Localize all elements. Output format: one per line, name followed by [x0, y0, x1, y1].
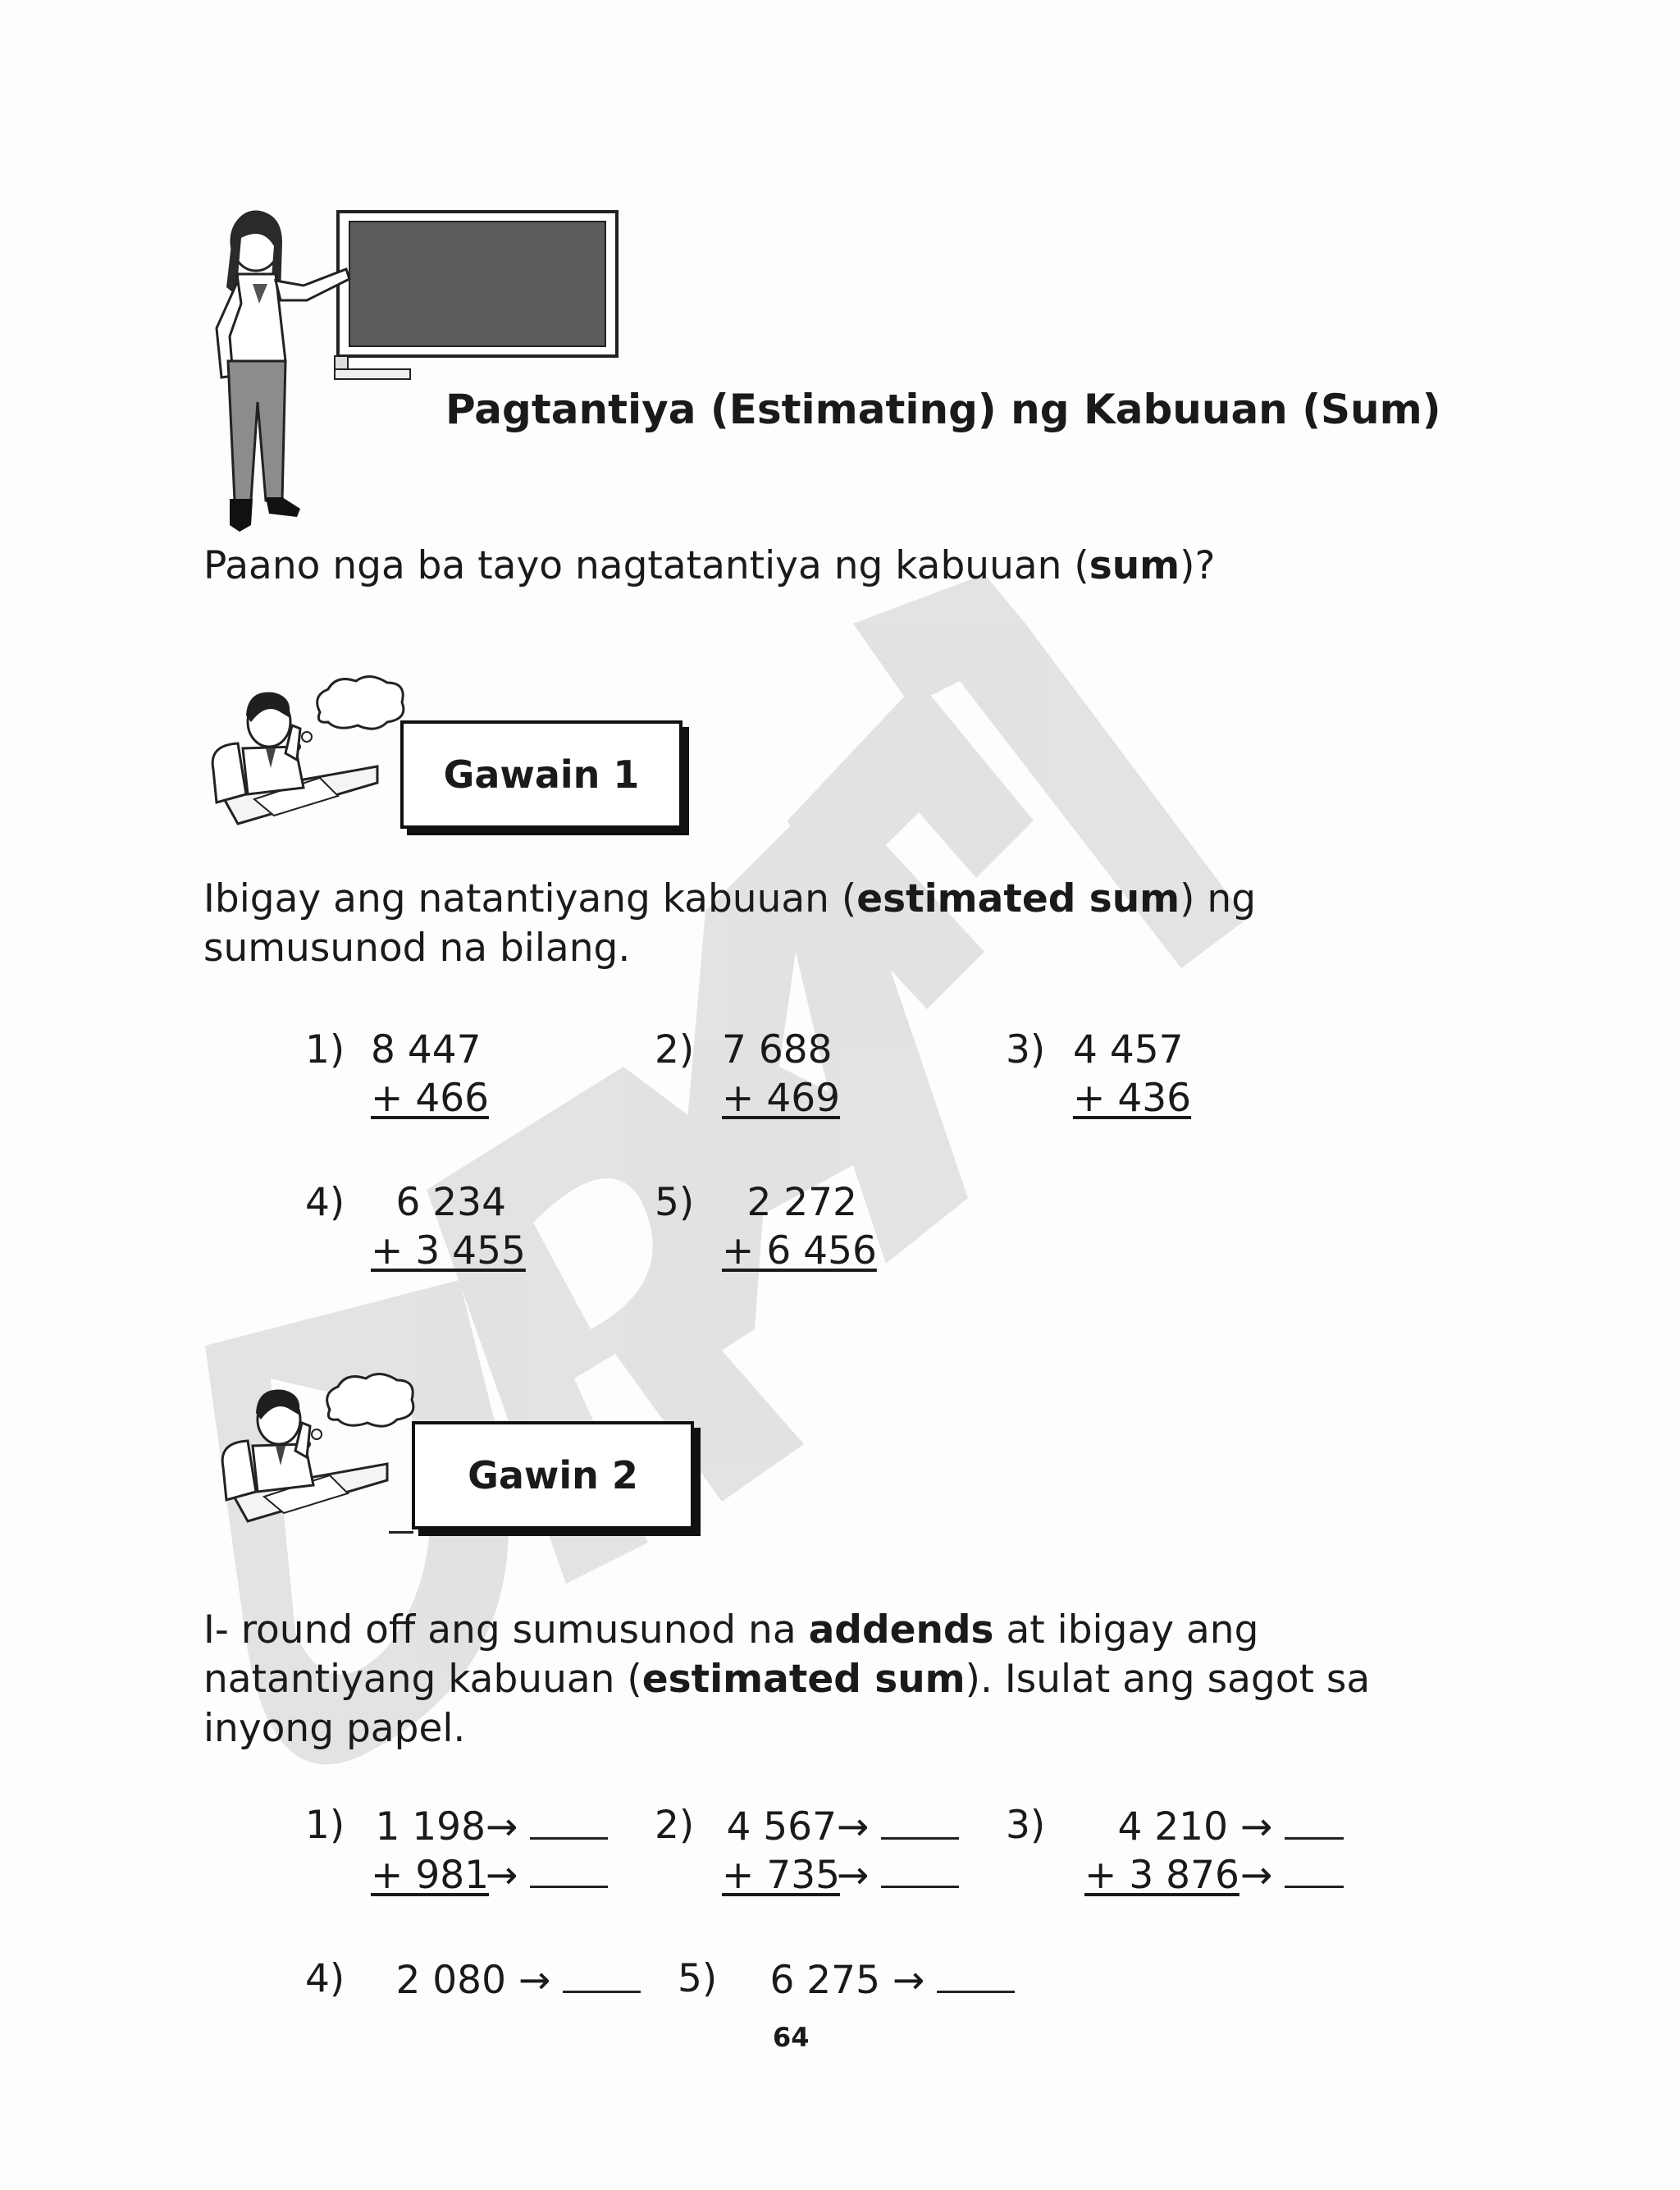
intro-text-before: Paano nga ba tayo nagtatantiya ng kabuuan (	[203, 543, 1089, 588]
header-underline-divider	[389, 1531, 413, 1534]
instruction-text: natantiyang kabuuan (	[203, 1657, 642, 1702]
intro-text-bold: sum	[1089, 543, 1180, 588]
a1-problem-4-number: 4)	[305, 1180, 345, 1225]
a1-problem-1-bottom: + 466	[371, 1076, 490, 1121]
answer-blank[interactable]	[937, 1955, 1015, 1993]
instruction-bold: estimated sum	[856, 876, 1180, 921]
intro-question	[203, 542, 1215, 591]
activity-2-instruction	[203, 1606, 1370, 1753]
thinking-student-icon	[215, 1369, 420, 1541]
a1-problem-5-bottom: + 6 456	[722, 1228, 877, 1273]
instruction-text: Ibigay ang natantiyang kabuuan (	[203, 876, 857, 921]
teacher-at-board-illustration	[205, 205, 632, 550]
arrow: →	[486, 1804, 518, 1849]
a1-problem-2-bottom: + 469	[722, 1076, 841, 1121]
a2-problem-4-top: 2 080	[395, 1958, 506, 2003]
arrow: →	[892, 1958, 925, 2003]
instruction-text: I- round off ang sumusunod na	[203, 1607, 809, 1653]
instruction-text: ) ng	[1180, 876, 1257, 921]
activity-2-label: Gawin 2	[468, 1453, 638, 1497]
a1-problem-5-number: 5)	[655, 1180, 695, 1225]
answer-blank[interactable]	[881, 1801, 959, 1840]
page-title: Pagtantiya (Estimating) ng Kabuuan (Sum)	[445, 386, 1441, 433]
thinking-student-icon	[205, 671, 410, 844]
activity-2-instruction-line-2	[203, 1655, 1370, 1704]
instruction-text: at ibigay ang	[993, 1607, 1259, 1653]
a2-problem-1-top-row	[371, 1801, 608, 1851]
activity-1-instruction	[203, 875, 1256, 973]
page-number: 64	[773, 2022, 810, 2053]
a1-problem-3-top: 4 457	[1073, 1027, 1184, 1072]
activity-2-header	[412, 1421, 694, 1529]
instruction-bold: addends	[808, 1607, 994, 1653]
answer-blank[interactable]	[530, 1801, 608, 1840]
a2-problem-4-number: 4)	[305, 1956, 345, 2001]
a2-problem-3-top: 4 210	[1117, 1804, 1228, 1849]
a2-problem-2-top: 4 567	[726, 1804, 837, 1849]
a2-problem-2-top-row	[722, 1801, 959, 1851]
a1-problem-1-top: 8 447	[371, 1027, 482, 1072]
a2-problem-1-bottom: + 981	[371, 1853, 490, 1898]
a2-problem-4-row	[371, 1955, 641, 2005]
activity-1-instruction-line-2: sumusunod na bilang.	[203, 926, 631, 971]
arrow: →	[1239, 1804, 1273, 1849]
a1-problem-4-top: 6 234	[395, 1180, 506, 1225]
a1-problem-1-number: 1)	[305, 1027, 345, 1072]
activity-2-instruction-line-1	[203, 1606, 1370, 1655]
a1-problem-5-top: 2 272	[746, 1180, 857, 1225]
activity-1-instruction-line-1	[203, 875, 1256, 924]
a2-problem-1-bottom-row	[371, 1849, 608, 1900]
arrow: →	[486, 1853, 518, 1898]
a2-problem-2-number: 2)	[655, 1803, 695, 1848]
a2-problem-3-top-row	[1084, 1801, 1344, 1851]
a2-problem-3-number: 3)	[1006, 1803, 1046, 1848]
instruction-bold: estimated sum	[641, 1657, 966, 1702]
a2-problem-2-bottom-row	[722, 1849, 959, 1900]
answer-blank[interactable]	[530, 1849, 608, 1888]
arrow: →	[1239, 1853, 1273, 1898]
a1-problem-2-top: 7 688	[722, 1027, 833, 1072]
a2-problem-1-top: 1 198	[375, 1804, 486, 1849]
activity-2-instruction-line-3: inyong papel.	[203, 1706, 466, 1751]
a2-problem-5-row	[745, 1955, 1015, 2005]
instruction-text: ). Isulat ang sagot sa	[965, 1657, 1371, 1702]
a2-problem-3-bottom-row	[1084, 1849, 1344, 1900]
a1-problem-4-bottom: + 3 455	[371, 1228, 526, 1273]
arrow: →	[837, 1804, 870, 1849]
arrow: →	[518, 1958, 551, 2003]
answer-blank[interactable]	[1285, 1849, 1344, 1888]
a2-problem-5-number: 5)	[678, 1956, 718, 2001]
a1-problem-2-number: 2)	[655, 1027, 695, 1072]
answer-blank[interactable]	[1285, 1801, 1344, 1840]
activity-1-header	[400, 720, 682, 829]
a2-problem-1-number: 1)	[305, 1803, 345, 1848]
a1-problem-3-number: 3)	[1006, 1027, 1046, 1072]
answer-blank[interactable]	[881, 1849, 959, 1888]
intro-text-after: )?	[1180, 543, 1216, 588]
activity-1-label: Gawain 1	[443, 752, 640, 797]
a2-problem-2-bottom: + 735	[722, 1853, 841, 1898]
a2-problem-3-bottom: + 3 876	[1084, 1853, 1239, 1898]
answer-blank[interactable]	[563, 1955, 641, 1993]
a2-problem-5-top: 6 275	[769, 1958, 880, 2003]
a1-problem-3-bottom: + 436	[1073, 1076, 1192, 1121]
arrow: →	[837, 1853, 870, 1898]
